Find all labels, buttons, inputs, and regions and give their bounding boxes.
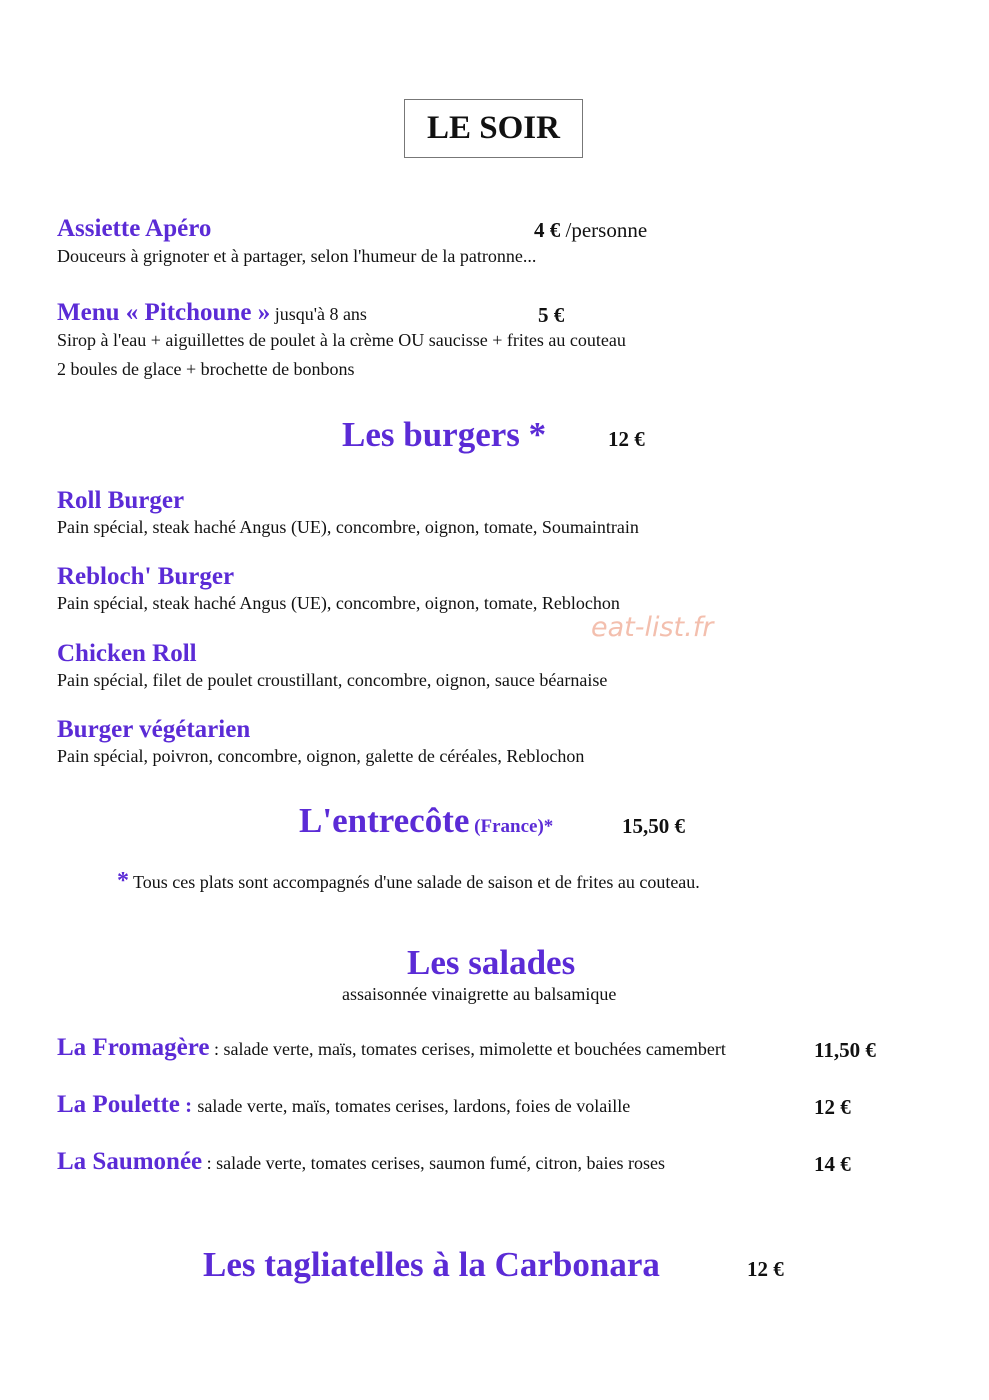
entrecote-origin: (France)* [469, 816, 554, 837]
salade-row [57, 1148, 665, 1176]
salade-name: La Poulette [57, 1091, 180, 1118]
apero-price: 4 € [534, 218, 561, 242]
salade-desc: salade verte, maïs, tomates cerises, mimolette et bouchées camembert [223, 1039, 726, 1059]
salade-price: 11,50 € [814, 1038, 876, 1062]
carbonara-price: 12 € [747, 1257, 784, 1281]
burger-name: Rebloch' Burger [57, 563, 235, 590]
watermark-logo: eat-list.fr [591, 612, 714, 643]
salade-name: La Saumonée [57, 1148, 203, 1175]
salade-sep: : [179, 1093, 198, 1117]
apero-name: Assiette Apéro [57, 215, 212, 242]
entrecote-heading [299, 801, 553, 841]
burger-desc: Pain spécial, steak haché Angus (UE), concombre, oignon, tomate, Reblochon [57, 593, 620, 613]
salade-sep: : [209, 1039, 224, 1059]
pitchoune-name: Menu « Pitchoune » [57, 299, 271, 326]
salades-title: Les salades [407, 943, 576, 982]
footnote-text: Tous ces plats sont accompagnés d'une salade de saison et de frites au couteau. [133, 872, 700, 892]
footnote-star: * [117, 868, 129, 894]
salade-price: 12 € [814, 1095, 851, 1119]
burger-desc: Pain spécial, poivron, concombre, oignon, galette de céréales, Reblochon [57, 746, 585, 766]
burger-name: Roll Burger [57, 487, 185, 514]
apero-price-block [534, 218, 647, 243]
pitchoune-desc-2: 2 boules de glace + brochette de bonbons [57, 359, 355, 379]
burger-name: Chicken Roll [57, 640, 197, 667]
burger-desc: Pain spécial, steak haché Angus (UE), concombre, oignon, tomate, Soumaintrain [57, 517, 639, 537]
pitchoune-price: 5 € [538, 303, 565, 327]
apero-price-unit: /personne [560, 218, 648, 242]
salade-price: 14 € [814, 1152, 851, 1176]
burgers-price: 12 € [608, 427, 645, 451]
pitchoune-desc-1: Sirop à l'eau + aiguillettes de poulet à la crème OU saucisse + frites au couteau [57, 330, 626, 350]
burgers-title: Les burgers * [342, 415, 547, 454]
carbonara-title: Les tagliatelles à la Carbonara [203, 1245, 660, 1284]
salade-desc: salade verte, tomates cerises, saumon fumé, citron, baies roses [216, 1153, 666, 1173]
entrecote-title: L'entrecôte [299, 801, 470, 840]
entrecote-price: 15,50 € [622, 814, 685, 838]
burger-desc: Pain spécial, filet de poulet croustillant, concombre, oignon, sauce béarnaise [57, 670, 608, 690]
burger-name: Burger végétarien [57, 716, 251, 743]
footnote [117, 868, 700, 895]
salade-row [57, 1034, 726, 1062]
pitchoune-heading [57, 299, 367, 327]
page-title: LE SOIR [404, 99, 583, 158]
salade-sep: : [202, 1153, 217, 1173]
apero-desc: Douceurs à grignoter et à partager, selon l'humeur de la patronne... [57, 246, 537, 266]
salade-row [57, 1091, 630, 1119]
salades-subtitle: assaisonnée vinaigrette au balsamique [342, 984, 617, 1004]
salade-name: La Fromagère [57, 1034, 210, 1061]
salade-desc: salade verte, maïs, tomates cerises, lardons, foies de volaille [197, 1096, 631, 1116]
pitchoune-note: jusqu'à 8 ans [270, 304, 367, 324]
